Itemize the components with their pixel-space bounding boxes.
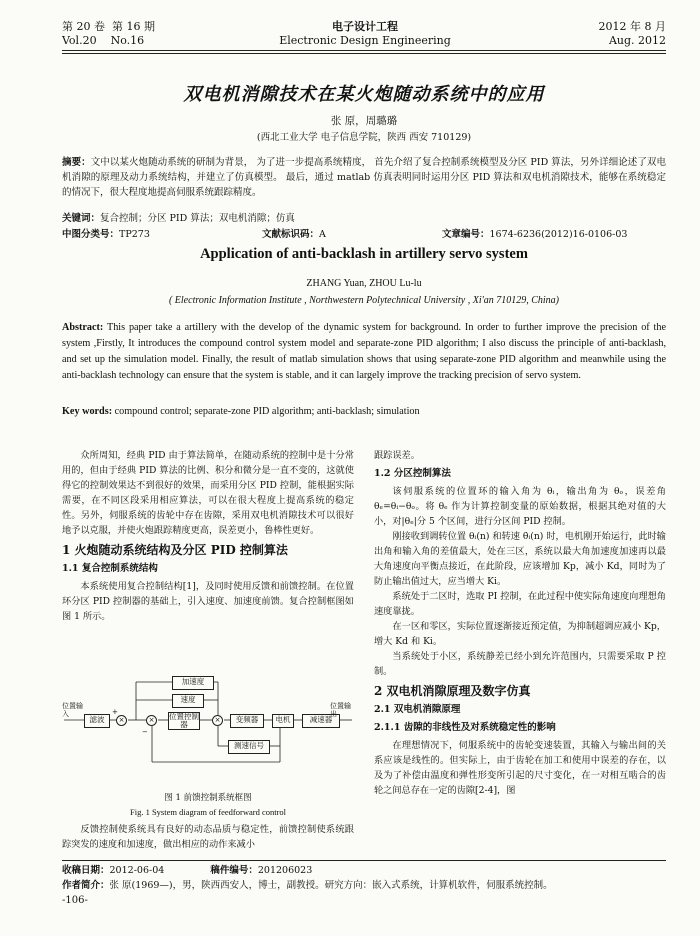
- footer-received: 收稿日期：2012-06-04 稿件编号：201206023: [62, 865, 313, 876]
- paragraph-1-2-b: 刚接收到调转位置 θᵢ(n) 和转速 θ̇ᵢ(n) 时，电机刚开始运行，此时输出角和输入角的差值最大，处在三区，系统以最大角加速度加速再以最大角速度向平衡点接近，在此阶段，应该增加 Kp，减小 Kd，同时为了防止输出值过大，应当增大 Ki。: [374, 531, 666, 587]
- sum-node-2: ×: [146, 715, 157, 726]
- title-en: Application of anti-backlash in artillery servo system: [200, 246, 528, 262]
- position-controller-block: 位置控制器: [169, 712, 199, 729]
- header-date-en: Aug. 2012: [608, 34, 666, 47]
- footer-author-bio: 作者简介：张 原(1969—)，男，陕西西安人，博士，副教授。研究方向：嵌入式系统，计算机软件，伺服系统控制。: [62, 880, 553, 891]
- header-journal-cn: 电子设计工程: [332, 20, 398, 33]
- paragraph-2-1-1: 在理想情况下，伺服系统中的齿轮变速装置，其输入与输出间的关系应该是线性的。但实际上，由于齿轮在加工和使用中误差的存在，以及为了补偿由温度和弹性形变所引起的尺寸变化，在一对相互啮合的齿轮之间总存在一定的齿隙[2-4]，图: [374, 740, 666, 796]
- section-2-heading: 2 双电机消隙原理及数字仿真: [374, 684, 531, 698]
- paragraph-cont-top: 跟踪误差。: [374, 450, 420, 461]
- left-column: [62, 448, 354, 624]
- paragraph-1-1: 本系统使用复合控制结构[1]，及同时使用反馈和前馈控制。在位置环分区 PID 控制器的基础上，引入速度、加速度前馈。复合控制框图如图 1 所示。: [62, 581, 354, 622]
- page-number: -106-: [62, 895, 88, 906]
- plus-sign: +: [112, 708, 118, 716]
- paragraph-1-2-a: 该伺服系统的位置环的输入角为 θᵢ，输出角为 θₒ，误差角 θₑ=θᵢ−θₒ。将 θₑ 作为计算控制变量的原始数据，根据其绝对值的大小，对|θₑ|分 5 个区间，进行分区间 PID 控制。: [374, 486, 666, 527]
- subsection-1-2-heading: 1.2 分区控制算法: [374, 468, 451, 479]
- affiliation-en: ( Electronic Information Institute , Northwestern Polytechnical University , Xi'an 710129, China): [168, 295, 560, 306]
- sum-node-3: ×: [212, 715, 223, 726]
- header-date-cn: 2012 年 8 月: [598, 20, 666, 33]
- subsection-2-1-heading: 2.1 双电机消隙原理: [374, 704, 461, 715]
- classification-line: 中图分类号：TP273 文献标识码：A 文章编号：1674-6236(2012)16-0106-03: [62, 229, 628, 240]
- position-input-label: 位置输入: [62, 702, 83, 718]
- keywords-en: Key words: compound control; separate-zone PID algorithm; anti-backlash; simulation: [62, 406, 420, 417]
- header-rule: [62, 50, 666, 51]
- header-volume-issue-cn: 第 20 卷 第 16 期: [62, 20, 155, 33]
- subsection-1-1-heading: 1.1 复合控制系统结构: [62, 563, 158, 574]
- abstract-en: Abstract: This paper take a artillery with the develop of the dynamic system for background. In order to further improve the precision of the system ,Firstly, It introduces the compound control system model and separate-zone PID algorithm; I also discuss the principle of anti-backlash, and set up the simulation model. Finally, the result of matlab simulation shows that using separate-zone PID algorithm and meanwhile using the anti-backlash technology can ensure that the system is stable, and it can largely improve the tracking precision of servo system.: [62, 322, 666, 381]
- authors-cn: 张 原，周璐璐: [330, 115, 398, 127]
- paragraph-1-2-c: 系统处于二区时，选取 PI 控制，在此过程中使实际角速度向理想角速度靠拢。: [374, 591, 666, 617]
- motor-block: 电机: [272, 714, 294, 728]
- position-output-label: 位置输出: [330, 702, 351, 718]
- filter-block: 滤波: [84, 714, 110, 728]
- reducer-block: 减速器: [302, 714, 340, 728]
- header-rule-2: [62, 53, 666, 54]
- sum-node-1: ×: [116, 715, 127, 726]
- section-1-heading: 1 火炮随动系统结构及分区 PID 控制算法: [62, 543, 288, 557]
- intro-paragraph: 众所周知，经典 PID 由于算法简单，在随动系统的控制中是十分常用的，但由于经典 PID 算法的比例、积分和微分是一直不变的，这就使得它的控制效果达不到很好的效果，而采用分区 PID 控制，能根据实际需要，在不同区段采用相应算法，可以在很大程度上提高系统的稳定性。另外，伺服系统的齿轮中存在齿隙，采用双电机消隙技术可以很好地予以克服，并使火炮跟踪精度更高，误差更小，鲁棒性更好。: [62, 450, 354, 536]
- authors-en: ZHANG Yuan, ZHOU Lu-lu: [306, 278, 422, 289]
- header-journal-en: Electronic Design Engineering: [279, 34, 451, 47]
- affiliation-cn: (西北工业大学 电子信息学院，陕西 西安 710129): [256, 132, 472, 143]
- abstract-cn: 摘要：文中以某火炮随动系统的研制为背景， 为了进一步提高系统精度， 首先介绍了复合控制系统模型及分区 PID 算法，另外详细论述了双电机消隙的原理及动力系统结构，并建立了仿真模型。 最后，通过 matlab 仿真表明同时运用分区 PID 算法和双电机消隙技术，能够在系统稳定的情况下，很大程度地提高伺服系统跟踪精度。: [62, 157, 666, 198]
- keywords-cn: 关键词：复合控制；分区 PID 算法；双电机消隙；仿真: [62, 213, 295, 224]
- footer-rule: [62, 860, 666, 861]
- accel-block: 加速度: [172, 676, 214, 690]
- paragraph-1-2-d: 在一区和零区，实际位置逐渐接近预定值，为抑制超调应减小 Kp，增大 Kd 和 Ki。: [374, 621, 666, 647]
- minus-sign: −: [142, 728, 148, 736]
- title-cn: 双电机消隙技术在某火炮随动系统中的应用: [183, 84, 545, 105]
- right-column: [374, 448, 666, 798]
- header-volume-issue-en: Vol.20 No.16: [62, 34, 145, 47]
- figure-1-caption-en: Fig. 1 System diagram of feedforward control: [129, 807, 287, 817]
- figure-1-diagram: [62, 672, 354, 784]
- figure-1-caption-cn: 图 1 前馈控制系统框图: [164, 793, 252, 803]
- paragraph-1-2-e: 当系统处于小区，系统静差已经小到允许范围内，只需要采取 P 控制。: [374, 651, 666, 677]
- inverter-block: 变频器: [230, 714, 264, 728]
- speed-feedback-block: 测速信号: [228, 740, 270, 754]
- subsection-2-1-1-heading: 2.1.1 齿隙的非线性及对系统稳定性的影响: [374, 722, 556, 733]
- left-column-tail: [62, 822, 354, 852]
- paragraph-1-1-cont: 反馈控制使系统具有良好的动态品质与稳定性，前馈控制使系统跟踪突发的速度和加速度，做出相应的动作来减小: [62, 824, 354, 850]
- speed-block: 速度: [172, 694, 204, 708]
